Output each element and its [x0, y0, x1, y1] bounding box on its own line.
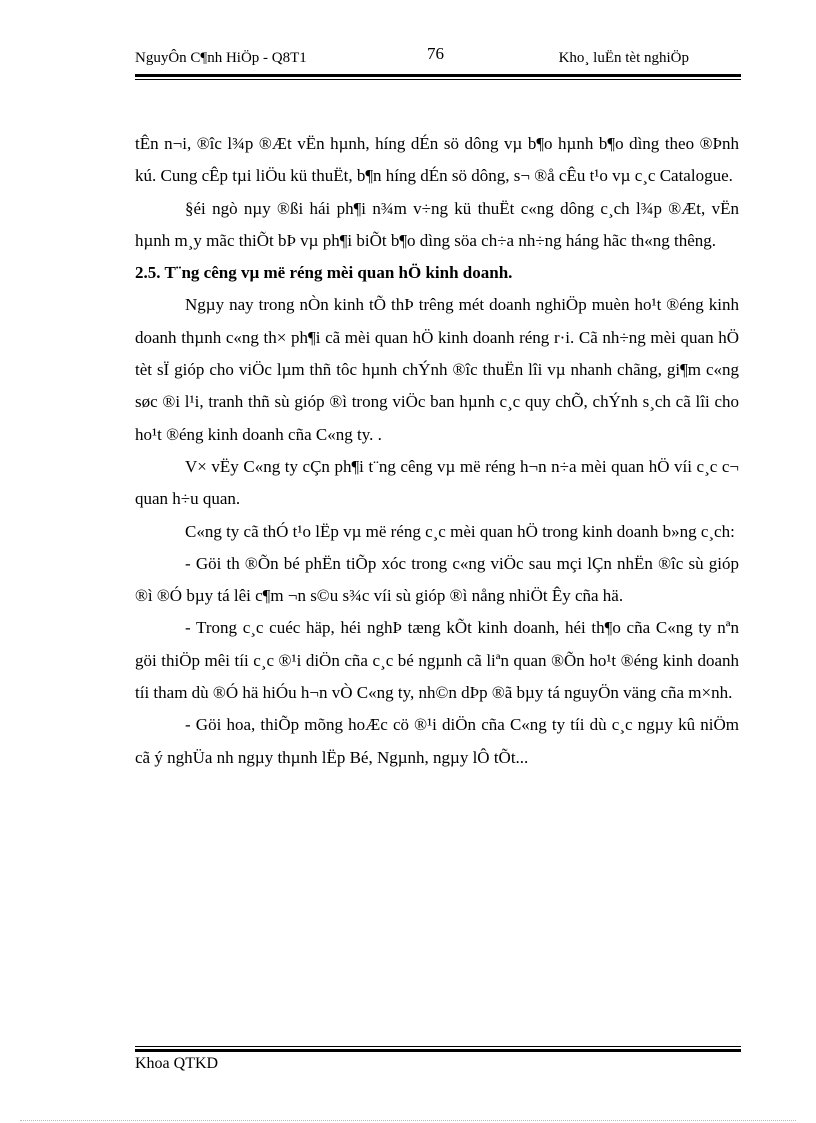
paragraph-continued: tÊn n¬i, ®îc l¾p ®Æt vËn hµnh, híng dÉn sö dông vµ b¶o hµnh b¶o dìng theo ®Þnh kú. Cung cÊp tµi liÖu kü thuËt, b¶n híng dÉn sö dông, s¬ ®å cÊu t¹o vµ c¸c Catalogue.	[135, 134, 739, 186]
paragraph: §éi ngò nµy ®ßi hái ph¶i n¾m v÷ng kü thuËt c«ng dông c¸ch l¾p ®Æt, vËn hµnh m¸y mãc thiÕt bÞ vµ ph¶i biÕt b¶o dìng söa ch÷a nh÷ng háng hãc th«ng thêng.	[135, 198, 739, 250]
header-rule-thin	[135, 79, 741, 80]
page-number: 76	[427, 44, 444, 63]
paragraph: V× vËy C«ng ty cÇn ph¶i t¨ng cêng vµ më réng h¬n n÷a mèi quan hÖ víi c¸c c¬ quan h÷u quan.	[135, 456, 739, 509]
bullet-paragraph: - Trong c¸c cuéc häp, héi nghÞ tæng kÕt kinh doanh, héi th¶o cña C«ng ty nªn göi thiÖp mêi tíi c¸c ®¹i diÖn cña c¸c bé ngµnh cã liªn quan ®Õn ho¹t ®éng kinh doanh tíi tham dù ®Ó hä hiÓu h¬n vÒ C«ng ty, nh©n dÞp ®ã bµy tá nguyÖn väng cña m×nh.	[135, 618, 739, 703]
paragraph: C«ng ty cã thÓ t¹o lËp vµ më réng c¸c mèi quan hÖ trong kinh doanh b»ng c¸ch:	[185, 521, 735, 541]
page-edge-divider	[20, 1120, 796, 1121]
header-rule-thick	[135, 74, 741, 77]
bullet-paragraph: - Göi th ®Õn bé phËn tiÕp xóc trong c«ng viÖc sau mçi lÇn nhËn ®îc sù gióp ®ì ®Ó bµy tá lêi c¶m ¬n s©u s¾c víi sù gióp ®ì nång nhiÖt Êy cña hä.	[135, 553, 739, 606]
header-document-type: Kho¸ luËn tèt nghiÖp	[558, 50, 689, 66]
header-author: NguyÔn C¶nh HiÖp - Q8T1	[135, 50, 307, 66]
page-body	[135, 128, 739, 774]
page-header	[135, 44, 741, 72]
section-heading: 2.5. T¨ng cêng vµ më réng mèi quan hÖ kinh doanh.	[135, 263, 513, 283]
bullet-paragraph: - Göi hoa, thiÕp mõng hoÆc cö ®¹i diÖn cña C«ng ty tíi dù c¸c ngµy kû niÖm cã ý nghÜa nh ngµy thµnh lËp Bé, Ngµnh, ngµy lÔ tÕt...	[135, 715, 739, 767]
footer-faculty: Khoa QTKD	[135, 1055, 219, 1072]
footer-rule-thin	[135, 1046, 741, 1047]
paragraph: Ngµy nay trong nÒn kinh tÕ thÞ trêng mét doanh nghiÖp muèn ho¹t ®éng kinh doanh thµnh c«ng th× ph¶i cã mèi quan hÖ kinh doanh réng r·i. Cã nh÷ng mèi quan hÖ tèt sÏ gióp cho viÖc lµm thñ tôc hµnh chÝnh ®îc thuËn lîi vµ nhanh chãng, gi¶m c«ng søc ®i l¹i, tranh thñ sù gióp ®ì trong viÖc ban hµnh c¸c quy chÕ, chÝnh s¸ch cã lîi cho ho¹t ®éng kinh doanh cña C«ng ty. .	[135, 295, 739, 444]
footer-rule-thick	[135, 1049, 741, 1052]
